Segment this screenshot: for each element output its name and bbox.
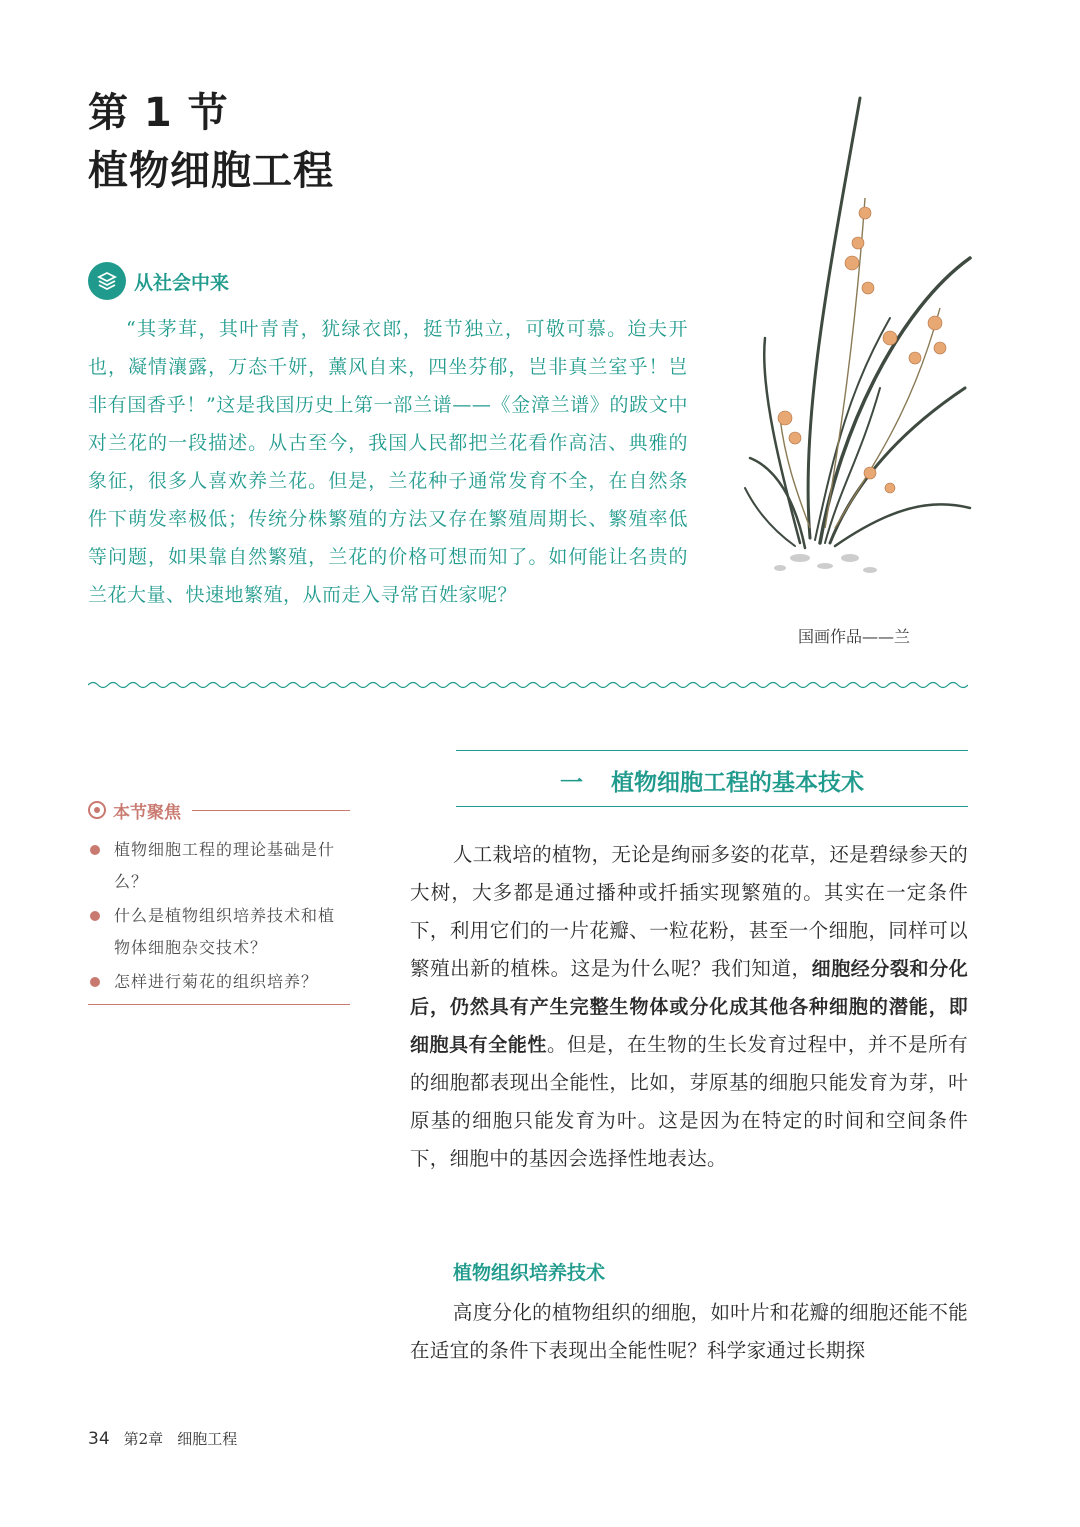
stack-icon	[88, 262, 126, 300]
ground-stones	[774, 554, 877, 573]
focus-bottom-rule	[88, 1004, 350, 1005]
focus-item: 怎样进行菊花的组织培养？	[88, 966, 350, 998]
body-paragraph-1: 人工栽培的植物，无论是绚丽多姿的花草，还是碧绿参天的大树，大多都是通过播种或扦插实现繁殖的。其实在一定条件下，利用它们的一片花瓣、一粒花粉，甚至一个细胞，同样可以繁殖出新的植株。这是为什么呢？我们知道，细胞经分裂和分化后，仍然具有产生完整生物体或分化成其他各种细胞的潜能，即细胞具有全能性。但是，在生物的生长发育过程中，并不是所有的细胞都表现出全能性，比如，芽原基的细胞只能发育为芽，叶原基的细胞只能发育为叶。这是因为在特定的时间和空间条件下，细胞中的基因会选择性地表达。	[410, 843, 968, 1170]
tissue-culture-heading: 植物组织培养技术	[453, 1262, 606, 1284]
intro-header	[88, 262, 229, 300]
figure-caption: 国画作品——兰	[798, 627, 911, 646]
focus-header	[88, 796, 350, 824]
bullet-icon	[90, 845, 100, 855]
subsection-number: 一	[560, 769, 583, 796]
intro-label: 从社会中来	[134, 271, 230, 294]
subsection-bottom-rule	[456, 806, 968, 807]
focus-item: 什么是植物组织培养技术和植物体细胞杂交技术？	[88, 900, 350, 964]
orchid-flowers	[778, 207, 946, 493]
target-icon	[88, 801, 106, 819]
subsection-heading	[456, 754, 968, 806]
orchid-painting	[740, 88, 980, 608]
chapter-number: 第2章	[123, 1430, 164, 1448]
page-footer	[88, 1428, 237, 1449]
section-number: 第 1 节	[88, 90, 229, 136]
subsection-title: 植物细胞工程的基本技术	[611, 769, 864, 796]
focus-item: 植物细胞工程的理论基础是什么？	[88, 834, 350, 898]
focus-title: 本节聚焦	[113, 802, 181, 823]
focus-list	[88, 834, 350, 998]
wavy-divider	[88, 678, 968, 692]
bullet-icon	[90, 977, 100, 987]
subsection-top-rule	[456, 750, 968, 751]
chapter-title: 细胞工程	[177, 1430, 238, 1448]
section-title-text: 植物细胞工程	[88, 148, 334, 194]
bullet-icon	[90, 911, 100, 921]
focus-rule	[192, 810, 350, 811]
section-focus-box	[88, 796, 350, 1005]
body-paragraph-2: 高度分化的植物组织的细胞，如叶片和花瓣的细胞还能不能在适宜的条件下表现出全能性呢？科学家通过长期探	[410, 1301, 968, 1362]
intro-paragraph: “其茅茸，其叶青青，犹绿衣郎，挺节独立，可敬可慕。迨夫开也，凝情瀼露，万态千妍，薰风自来，四坐芬郁，岂非真兰室乎！岂非有国香乎！”这是我国历史上第一部兰谱——《金漳兰谱》的跋文中对兰花的一段描述。从古至今，我国人民都把兰花看作高洁、典雅的象征，很多人喜欢养兰花。但是，兰花种子通常发育不全，在自然条件下萌发率极低；传统分株繁殖的方法又存在繁殖周期长、繁殖率低等问题，如果靠自然繁殖，兰花的价格可想而知了。如何能让名贵的兰花大量、快速地繁殖，从而走入寻常百姓家呢？	[88, 318, 688, 606]
section-title	[88, 84, 334, 200]
page-number: 34	[88, 1429, 110, 1449]
key-concept: 细胞经分裂和分化后，仍然具有产生完整生物体或分化成其他各种细胞的潜能，即细胞具有全能性	[410, 958, 968, 1056]
